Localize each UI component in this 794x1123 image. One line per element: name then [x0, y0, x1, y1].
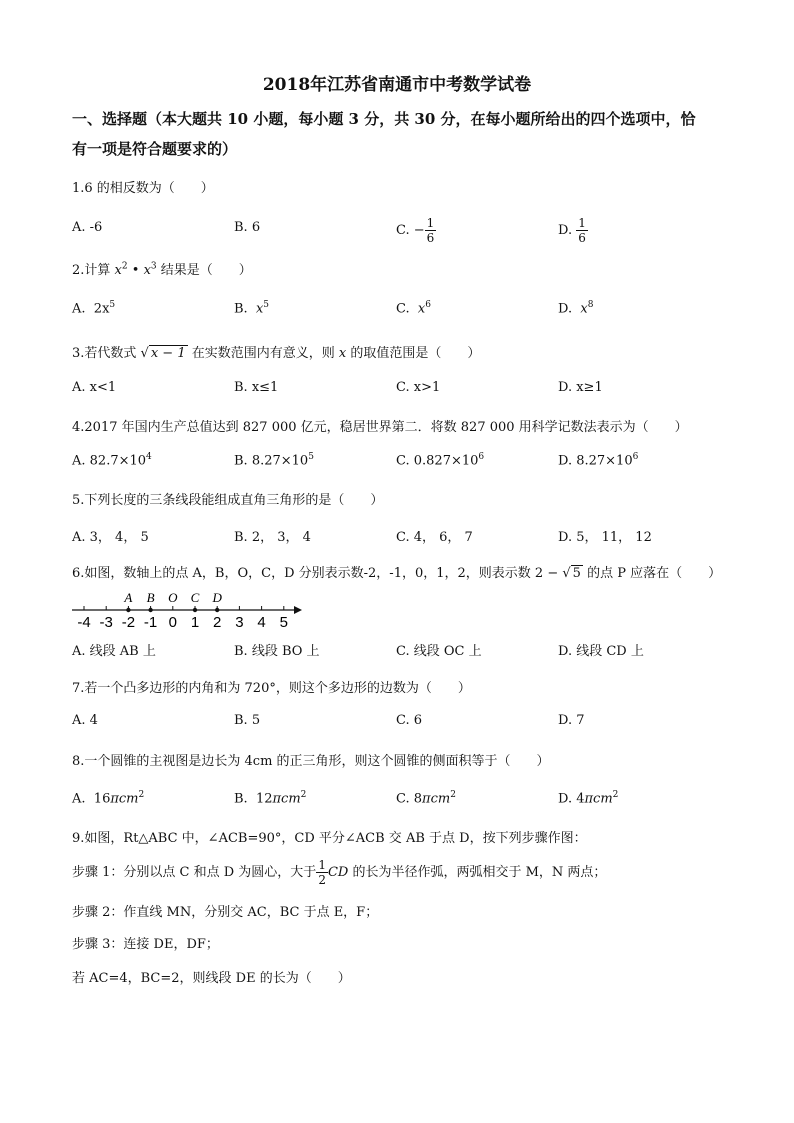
- q2-option-a-base: 2x: [93, 301, 110, 317]
- q2-option-c: [396, 300, 431, 316]
- question-8-stem: 8.一个圆锥的主视图是边长为 4cm 的正三角形，则这个圆锥的侧面积等于（ ）: [72, 754, 550, 769]
- q2-option-d-label: D.: [558, 301, 573, 317]
- q2-option-d: [558, 300, 593, 316]
- q8-option-a-exp: 2: [138, 790, 145, 800]
- q2-option-a: [72, 300, 115, 316]
- q2-option-c-base: x: [417, 301, 426, 317]
- q2-exp: 2: [121, 261, 128, 272]
- q2-option-c-label: C.: [396, 301, 410, 317]
- q1-option-d-label: D.: [558, 223, 573, 238]
- q2-option-c-exp: 6: [425, 300, 431, 310]
- q7-option-d: D. 7: [558, 713, 585, 728]
- q8-option-a-value: 16: [93, 791, 111, 807]
- q3-stem-text: 在实数范围内有意义，则: [187, 346, 339, 361]
- question-9-final: 若 AC=4，BC=2，则线段 DE 的长为（ ）: [72, 971, 351, 986]
- q2-var: x: [114, 263, 122, 278]
- question-9-step-2: 步骤 2：作直线 MN，分别交 AC，BC 于点 E，F；: [72, 905, 379, 920]
- number-line-tick-label: -3: [99, 614, 113, 631]
- q5-option-b: B. 2， 3， 4: [234, 530, 311, 545]
- question-4-options: [72, 452, 722, 476]
- number-line-point-dot: [215, 608, 219, 612]
- q6-option-d: D. 线段 CD 上: [558, 644, 644, 659]
- number-line-point-dot: [126, 608, 130, 612]
- q9-step-1-fraction: [316, 858, 328, 887]
- number-line-tick-label: 0: [168, 614, 177, 631]
- q2-option-b: [234, 300, 269, 316]
- q7-option-b: B. 5: [234, 713, 261, 728]
- q3-stem-text: 的取值范围是（ ）: [346, 346, 481, 361]
- number-line-tick-label: 4: [257, 614, 266, 631]
- q7-option-c: C. 6: [396, 713, 423, 728]
- q6-option-a: A. 线段 AB 上: [72, 644, 156, 659]
- question-7-stem: 7.若一个凸多边形的内角和为 720°，则这个多边形的边数为（ ）: [72, 681, 471, 696]
- number-line-point-labels: [123, 590, 222, 605]
- q6-stem-text: 的点 P 应落在（ ）: [582, 566, 722, 581]
- q3-option-c: C. x>1: [396, 380, 441, 395]
- q2-stem-text: 2.计算: [72, 263, 115, 278]
- q8-option-d-unit: πcm: [584, 791, 613, 807]
- q8-option-d-label: D.: [558, 791, 573, 807]
- fraction-numerator: 1: [318, 858, 326, 872]
- fraction-numerator: 1: [578, 216, 586, 230]
- q4-option-c: [396, 452, 484, 468]
- question-9-stem: 9.如图，Rt△ABC 中，∠ACB=90°，CD 平分∠ACB 交 AB 于点 D，按下列步骤作图：: [72, 831, 587, 846]
- q1-option-c: [396, 216, 436, 245]
- q2-option-a-exp: 5: [109, 300, 116, 310]
- q4-option-b-base: B. 8.27×10: [234, 453, 309, 469]
- q6-expr: 2 −: [534, 566, 563, 581]
- q4-option-d-exp: 6: [632, 452, 639, 462]
- question-9-step-1: [72, 858, 606, 887]
- q8-option-b-unit: πcm: [272, 791, 301, 807]
- q8-option-b-value: 12: [255, 791, 273, 807]
- question-9-step-3: 步骤 3：连接 DE，DF；: [72, 937, 219, 952]
- q8-option-d-value: 4: [576, 791, 585, 807]
- q8-option-d-exp: 2: [612, 790, 619, 800]
- q3-radicand: x − 1: [150, 346, 186, 361]
- question-6-stem: [72, 562, 721, 581]
- question-6-options: [72, 640, 722, 664]
- q2-option-d-exp: 8: [587, 300, 594, 310]
- q2-dot: •: [127, 263, 144, 278]
- q2-option-b-exp: 5: [263, 300, 270, 310]
- q6-stem-text: 6.如图，数轴上的点 A，B，O，C，D 分别表示数-2，-1，0，1，2，则表示数: [72, 566, 535, 581]
- q5-option-a: A. 3， 4， 5: [72, 530, 149, 545]
- q2-option-b-base: x: [255, 301, 264, 317]
- question-1-options: [72, 216, 722, 245]
- number-line-point-label: D: [212, 590, 222, 605]
- q4-option-b: [234, 452, 314, 468]
- q4-option-c-exp: 6: [478, 452, 485, 462]
- number-line-point-label: B: [146, 590, 155, 605]
- q6-option-c: C. 线段 OC 上: [396, 644, 482, 659]
- q4-option-b-exp: 5: [308, 452, 314, 462]
- q8-option-a-unit: πcm: [110, 791, 139, 807]
- q5-option-c: C. 4， 6， 7: [396, 530, 473, 545]
- exam-title: 2018年江苏省南通市中考数学试卷: [262, 75, 532, 95]
- q1-option-b: B. 6: [234, 220, 261, 235]
- q8-option-b-label: B.: [234, 791, 248, 807]
- number-line-tick-label: 1: [190, 614, 200, 631]
- q1-option-c-label: C.: [396, 223, 410, 238]
- q2-option-d-base: x: [580, 301, 588, 317]
- q8-option-c: [396, 790, 456, 806]
- q1-option-a: A. -6: [72, 220, 103, 235]
- q4-option-d: [558, 452, 638, 468]
- question-2-stem: [72, 259, 252, 278]
- q1-option-d-fraction: [576, 216, 588, 245]
- q8-option-c-label: C.: [396, 791, 410, 807]
- question-8-options: [72, 790, 722, 814]
- question-1-stem: 1.6 的相反数为（ ）: [72, 181, 214, 196]
- number-line-point-dot: [193, 608, 197, 612]
- section-heading-line2: 有一项是符合题要求的）: [72, 140, 238, 158]
- number-line-tick-label: -1: [143, 614, 158, 631]
- q4-option-c-base: C. 0.827×10: [396, 453, 479, 469]
- q4-option-a: [72, 452, 152, 468]
- q6-option-b: B. 线段 BO 上: [234, 644, 320, 659]
- number-line-tick-label: -2: [121, 614, 136, 631]
- fraction-denominator: 6: [578, 231, 586, 245]
- arrow-right-icon: [294, 606, 302, 614]
- q8-option-a-label: A.: [72, 791, 86, 807]
- sqrt-icon: √: [140, 346, 149, 361]
- q2-option-b-label: B.: [234, 301, 248, 317]
- q3-stem-text: 3.若代数式: [72, 346, 141, 361]
- number-line-point-label: C: [190, 590, 200, 605]
- q2-stem-text: 结果是（ ）: [156, 263, 252, 278]
- q5-option-d: D. 5， 11， 12: [558, 530, 652, 545]
- q8-option-a: [72, 790, 144, 806]
- q9-step-1-text: 的长为半径作弧，两弧相交于 M，N 两点；: [348, 865, 607, 880]
- q6-radicand: 5: [572, 566, 581, 581]
- q3-var: x: [338, 346, 347, 361]
- q3-option-b: B. x≤1: [234, 380, 279, 395]
- q8-option-d: [558, 790, 618, 806]
- number-line-tick-label: 5: [279, 614, 288, 631]
- q8-option-b: [234, 790, 306, 806]
- q9-step-1-segment: CD: [327, 865, 349, 880]
- section-heading: [72, 104, 722, 164]
- q3-option-d: D. x≥1: [558, 380, 603, 395]
- question-5-stem: 5.下列长度的三条线段能组成直角三角形的是（ ）: [72, 493, 384, 508]
- q1-option-c-sign: −: [413, 223, 425, 238]
- sqrt-icon: √: [562, 566, 571, 581]
- fraction-numerator: 1: [426, 216, 435, 230]
- q7-option-a: A. 4: [72, 713, 98, 728]
- q9-step-1-text: 步骤 1：分别以点 C 和点 D 为圆心，大于: [72, 865, 317, 880]
- q8-option-b-exp: 2: [300, 790, 307, 800]
- number-line-point-label: A: [124, 590, 133, 605]
- number-line-tick-label: -4: [77, 614, 91, 631]
- question-5-options: [72, 526, 722, 550]
- q2-option-a-label: A.: [72, 301, 86, 317]
- number-line-point-label: O: [168, 590, 178, 605]
- question-7-options: [72, 713, 722, 737]
- q2-var: x: [143, 263, 151, 278]
- fraction-denominator: 2: [318, 873, 326, 887]
- question-2-options: [72, 300, 722, 324]
- q8-option-c-unit: πcm: [422, 791, 451, 807]
- number-line-figure: [68, 588, 308, 632]
- q8-option-c-exp: 2: [450, 790, 456, 800]
- number-line-tick-label: 3: [235, 614, 244, 631]
- question-3-stem: [72, 342, 480, 361]
- question-4-stem: 4.2017 年国内生产总值达到 827 000 亿元，稳居世界第二．将数 827 000 用科学记数法表示为（ ）: [72, 420, 688, 435]
- q8-option-c-value: 8: [413, 791, 423, 807]
- question-3-options: [72, 380, 722, 404]
- q1-option-c-fraction: [425, 216, 437, 245]
- fraction-denominator: 6: [426, 231, 435, 245]
- q4-option-a-base: A. 82.7×10: [72, 453, 147, 469]
- q4-option-a-exp: 4: [146, 452, 152, 462]
- number-line-tick-label: 2: [213, 614, 222, 631]
- number-line-tick-labels: [77, 614, 288, 631]
- q1-option-d: [558, 216, 588, 245]
- q4-option-d-base: D. 8.27×10: [558, 453, 633, 469]
- q3-option-a: A. x<1: [72, 380, 117, 395]
- section-heading-line1: 一、选择题（本大题共 10 小题，每小题 3 分，共 30 分，在每小题所给出的四个选项中，恰: [72, 110, 696, 128]
- q2-exp: 3: [150, 261, 157, 272]
- number-line-point-dot: [148, 608, 152, 612]
